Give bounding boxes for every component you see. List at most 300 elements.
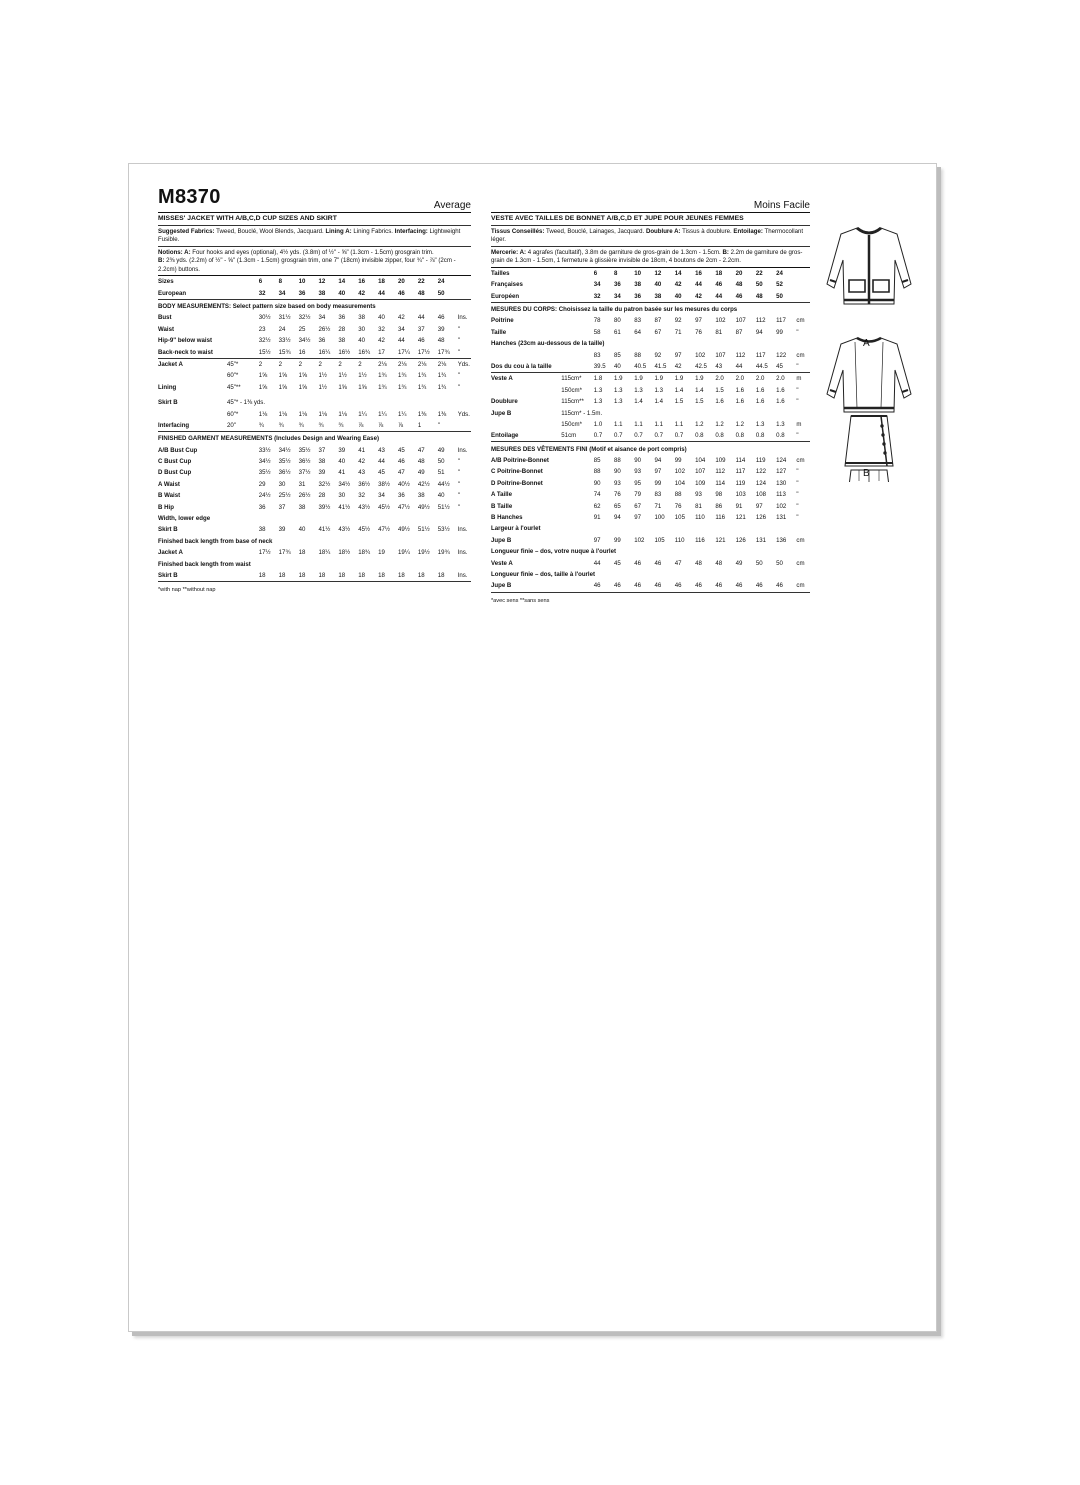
table-cell: 49½ xyxy=(398,526,410,534)
table-cell: " xyxy=(796,432,799,440)
table-cell: 76 xyxy=(695,328,702,336)
table-cell: 90 xyxy=(634,457,642,465)
table-cell: 122 xyxy=(776,351,787,359)
table-cell: 1⅝ xyxy=(298,372,308,380)
table-cell: 43½ xyxy=(338,526,351,534)
table-cell: 18 xyxy=(338,571,346,579)
table-cell: 35½ xyxy=(298,446,311,454)
table-cell: 1.6 xyxy=(776,398,785,406)
table-cell: 36 xyxy=(634,292,642,300)
table-cell: 8 xyxy=(614,269,618,277)
table-cell: 1.3 xyxy=(654,386,664,394)
table-row xyxy=(158,456,471,467)
notions-paragraph xyxy=(158,246,471,275)
table-cell: 16¼ xyxy=(318,348,331,356)
table-row xyxy=(158,536,471,547)
table-cell: 67 xyxy=(634,502,642,510)
table-cell: 91 xyxy=(593,514,601,522)
table-cell: 46 xyxy=(654,559,662,567)
table-row xyxy=(158,382,471,393)
row-label: B Hip xyxy=(158,503,174,511)
table-cell: Ins. xyxy=(457,446,468,454)
table-cell xyxy=(227,276,259,287)
table-cell: 18 xyxy=(437,571,445,579)
table-cell: 46 xyxy=(398,289,405,297)
table-cell: 1.1 xyxy=(614,420,623,428)
lining-text: Lining Fabrics. xyxy=(351,228,395,235)
table-cell: 25 xyxy=(298,325,306,333)
table-cell: Ins. xyxy=(457,526,468,534)
table-cell: 18 xyxy=(278,571,286,579)
table-cell: 79 xyxy=(634,491,642,499)
table-cell: 40 xyxy=(614,362,621,370)
table-cell: 102 xyxy=(776,502,787,510)
pattern-title: VESTE AVEC TAILLES DE BONNET A/B,C,D ET JUPE POUR JEUNES FEMMES xyxy=(491,212,810,225)
table-cell: m xyxy=(796,420,802,428)
table-cell: 41 xyxy=(338,469,346,477)
table-cell: 1.1 xyxy=(634,420,643,428)
pattern-envelope-back xyxy=(128,163,937,1332)
table-cell: 38 xyxy=(634,281,642,289)
fabrics-label: Suggested Fabrics: xyxy=(158,228,215,235)
table-cell: " xyxy=(796,362,799,370)
table-cell: ¾ xyxy=(298,421,304,429)
table-row xyxy=(491,407,810,418)
table-cell: 18¾ xyxy=(358,549,371,557)
table-cell: 10 xyxy=(298,278,306,286)
table-cell xyxy=(438,397,458,408)
header xyxy=(158,164,471,212)
table-row xyxy=(491,315,810,326)
table-cell: 50 xyxy=(776,292,783,300)
table-cell xyxy=(614,407,634,418)
table-cell: 46 xyxy=(715,582,723,590)
table-cell: 47½ xyxy=(378,526,390,534)
table-cell xyxy=(279,397,299,408)
table-cell: 12 xyxy=(654,269,662,277)
table-cell: Ins. xyxy=(457,571,468,579)
table-cell: 16 xyxy=(358,278,366,286)
pattern-title: MISSES' JACKET WITH A/B,C,D CUP SIZES AND SKIRT xyxy=(158,212,471,225)
table-cell: 2⅛ xyxy=(398,360,407,368)
table-cell: 48 xyxy=(735,281,743,289)
table-cell xyxy=(561,500,593,511)
table-cell: 1.3 xyxy=(776,420,785,428)
table-cell: 46 xyxy=(634,582,642,590)
table-row xyxy=(158,370,471,381)
table-cell: 0.8 xyxy=(695,432,704,440)
table-row xyxy=(491,523,810,534)
table-cell: 40½ xyxy=(398,480,410,488)
jacket-and-skirt-illustrations xyxy=(821,222,917,482)
row-label: Lining xyxy=(158,383,177,391)
table-cell: 88 xyxy=(634,351,642,359)
table-cell: " xyxy=(457,383,460,391)
table-cell: 1.6 xyxy=(776,386,785,394)
table-cell: 29 xyxy=(258,480,266,488)
table-cell: 34½ xyxy=(278,446,291,454)
table-cell: 74 xyxy=(593,491,601,499)
table-row xyxy=(491,361,810,372)
table-cell: 1⅜ xyxy=(437,410,447,418)
table-cell: 104 xyxy=(695,457,706,465)
row-label: Françaises xyxy=(491,281,523,289)
table-cell: 1.2 xyxy=(695,420,704,428)
table-cell: 1.2 xyxy=(715,420,724,428)
table-cell: 98 xyxy=(715,491,723,499)
table-cell: 44.5 xyxy=(755,362,768,370)
table-cell: " xyxy=(437,421,440,429)
table-row xyxy=(158,513,471,524)
table-cell: 36 xyxy=(614,281,621,289)
table-row xyxy=(491,569,810,580)
table-cell: 1⅛ xyxy=(318,410,327,418)
row-label: Jupe B xyxy=(491,582,512,590)
table-cell: 97 xyxy=(695,317,702,325)
table-cell: 17¾ xyxy=(278,549,291,557)
table-cell: 49 xyxy=(437,446,445,454)
row-label: Jacket A xyxy=(158,549,183,557)
notions-b-label: B: xyxy=(722,248,729,256)
table-cell: 2 xyxy=(358,360,362,368)
table-cell: 62 xyxy=(593,502,601,510)
view-a-label: A xyxy=(863,338,870,349)
table-cell: 37 xyxy=(417,325,425,333)
table-cell: 20 xyxy=(735,269,743,277)
table-cell: 24 xyxy=(776,269,783,277)
table-cell: 1½ xyxy=(318,383,327,391)
table-cell: cm xyxy=(796,317,805,325)
table-cell: 16½ xyxy=(338,348,351,356)
header xyxy=(491,164,810,212)
table-cell: 119 xyxy=(755,457,766,465)
table-cell: 20 xyxy=(398,278,405,286)
table-cell: 0.8 xyxy=(776,432,785,440)
row-label xyxy=(491,419,561,430)
table-cell: 16 xyxy=(298,348,306,356)
table-cell: 38 xyxy=(417,492,425,500)
table-cell: 1.3 xyxy=(593,386,603,394)
table-cell xyxy=(338,397,358,408)
table-cell: 88 xyxy=(674,491,682,499)
row-label: Width, lower edge xyxy=(158,515,211,523)
table-cell: 1⅝ xyxy=(278,372,288,380)
row-label: Jupe B xyxy=(491,409,512,417)
table-cell: 81 xyxy=(715,328,723,336)
table-cell xyxy=(561,580,593,591)
table-cell: 17 xyxy=(378,348,385,356)
table-cell xyxy=(227,570,259,581)
table-cell: 1⅝ xyxy=(258,372,268,380)
table-cell: 90 xyxy=(593,479,601,487)
table-row xyxy=(158,312,471,323)
table-cell: 99 xyxy=(614,536,621,544)
table-row xyxy=(491,557,810,568)
table-cell: Yds. xyxy=(457,360,470,368)
table-cell: 41½ xyxy=(318,526,331,534)
table-cell: 46 xyxy=(634,559,642,567)
table-cell: 34 xyxy=(378,492,385,500)
table-cell: 46 xyxy=(735,582,743,590)
table-cell: 17½ xyxy=(258,549,271,557)
table-cell xyxy=(796,407,810,418)
table-cell: 80 xyxy=(614,317,621,325)
table-cell: 1.2 xyxy=(735,420,745,428)
table-row xyxy=(491,279,810,290)
row-label: Finished back length from base of neck xyxy=(158,537,273,545)
table-cell: 2.0 xyxy=(776,375,785,383)
table-cell: 46 xyxy=(398,458,405,466)
table-cell: 40 xyxy=(338,458,346,466)
table-row xyxy=(491,430,810,441)
table-cell: 18 xyxy=(298,571,306,579)
table-cell: " xyxy=(796,491,799,499)
table-cell: 0.7 xyxy=(674,432,684,440)
table-cell: 38 xyxy=(318,289,326,297)
table-cell: 107 xyxy=(715,351,726,359)
table-cell: " xyxy=(457,337,460,345)
table-cell: 94 xyxy=(755,328,763,336)
table-row xyxy=(491,419,810,430)
table-cell: 34½ xyxy=(258,458,271,466)
table-row xyxy=(158,570,471,581)
table-cell xyxy=(227,490,259,501)
row-label: D Poitrine-Bonnet xyxy=(491,479,543,487)
table-cell: 36 xyxy=(338,314,346,322)
nap-footnote: *avec sens **sans sens xyxy=(491,592,810,604)
table-cell: 71 xyxy=(674,328,682,336)
table-cell: 40 xyxy=(437,492,445,500)
table-cell: 46 xyxy=(674,582,682,590)
table-cell: 51½ xyxy=(417,526,430,534)
table-cell: 44 xyxy=(417,314,425,322)
table-cell xyxy=(695,407,715,418)
row-label: Longueur finie – dos, taille à l'ourlet xyxy=(491,570,596,578)
table-cell: 126 xyxy=(755,514,767,522)
body-measurements-table xyxy=(491,303,810,372)
table-cell: 38 xyxy=(338,337,346,345)
table-cell: 0.7 xyxy=(634,432,643,440)
table-cell: 41.5 xyxy=(654,362,667,370)
notions-a-text: Four hooks and eyes (optional), 4½ yds. (3.8m) of ½" - ⅝" (1.3cm - 1.5cm) grosgrain trim. xyxy=(190,248,434,256)
table-cell: 116 xyxy=(695,536,705,544)
table-cell: 32 xyxy=(258,289,266,297)
table-cell: 34 xyxy=(614,292,621,300)
table-cell: 83 xyxy=(634,317,642,325)
table-cell: 78 xyxy=(593,317,601,325)
table-cell: 23 xyxy=(258,325,266,333)
table-row xyxy=(158,346,471,357)
table-cell: 42 xyxy=(674,281,682,289)
table-cell: 110 xyxy=(674,536,685,544)
table-cell: 31½ xyxy=(278,314,291,322)
table-cell: 99 xyxy=(674,457,682,465)
table-cell: 30½ xyxy=(258,314,271,322)
table-cell: " xyxy=(457,503,460,511)
lining-label: Lining A: xyxy=(325,228,352,235)
table-cell: 38 xyxy=(318,458,326,466)
english-column xyxy=(158,164,471,593)
table-row xyxy=(158,397,471,408)
table-cell: 45"* xyxy=(226,360,239,368)
section-heading: MESURES DU CORPS: Choisissez la taille du patron basée sur les mesures du corps xyxy=(491,305,738,313)
table-cell: 105 xyxy=(674,514,685,522)
table-cell: ⅞ xyxy=(378,421,384,429)
table-cell: 32 xyxy=(593,292,601,300)
table-cell: 1.9 xyxy=(695,375,704,383)
table-cell: 32 xyxy=(378,325,385,333)
table-cell: Ins. xyxy=(457,549,468,557)
table-cell: 1.1 xyxy=(674,420,684,428)
table-cell xyxy=(227,312,259,323)
table-row xyxy=(491,580,810,591)
row-label: Poitrine xyxy=(491,317,514,325)
table-cell: 115cm* xyxy=(561,375,582,383)
table-cell: 39 xyxy=(278,526,286,534)
table-cell: 83 xyxy=(654,491,662,499)
table-cell: 1⅜ xyxy=(417,410,427,418)
table-cell: 85 xyxy=(614,351,621,359)
table-cell xyxy=(561,466,593,477)
table-cell xyxy=(715,407,735,418)
table-cell xyxy=(299,397,319,408)
section-heading: MESURES DES VÊTEMENTS FINI (Motif et aisance de port compris) xyxy=(491,445,687,453)
pattern-code: M8370 xyxy=(158,186,221,208)
table-cell: 150cm* xyxy=(561,420,582,428)
table-cell: 2.0 xyxy=(735,375,745,383)
table-cell: cm xyxy=(796,351,805,359)
table-cell: 18½ xyxy=(338,549,351,557)
table-cell: 12 xyxy=(318,278,326,286)
table-cell: 42 xyxy=(358,289,366,297)
table-cell: 112 xyxy=(755,317,766,325)
table-cell: 76 xyxy=(674,502,682,510)
table-cell: 18 xyxy=(258,571,266,579)
table-row xyxy=(158,276,471,287)
table-cell: " xyxy=(457,492,460,500)
table-cell: 104 xyxy=(674,479,685,487)
table-cell: 150cm* xyxy=(561,386,582,394)
table-cell: 48 xyxy=(755,292,763,300)
difficulty-level: Moins Facile xyxy=(753,200,810,211)
table-cell: 1¾ xyxy=(398,383,407,391)
table-cell: 1⅛ xyxy=(298,410,308,418)
table-cell: 2⅛ xyxy=(417,360,427,368)
table-cell: 46 xyxy=(593,582,601,590)
table-cell xyxy=(227,335,259,346)
table-cell: 26½ xyxy=(318,325,331,333)
table-cell: 99 xyxy=(654,479,662,487)
table-cell: 22 xyxy=(417,278,425,286)
table-cell: 127 xyxy=(776,468,787,476)
table-cell: 1.9 xyxy=(674,375,684,383)
table-cell: 1.4 xyxy=(674,386,684,394)
table-cell: 1¼ xyxy=(398,410,407,418)
table-cell: " xyxy=(457,480,460,488)
table-cell: 47 xyxy=(417,446,425,454)
table-cell: 2⅛ xyxy=(378,360,387,368)
table-cell: 92 xyxy=(654,351,662,359)
table-cell: 93 xyxy=(695,491,702,499)
table-cell: 34½ xyxy=(338,480,351,488)
table-cell: 124 xyxy=(776,457,787,465)
table-row xyxy=(158,501,471,512)
lining-label: Doublure A: xyxy=(645,228,681,235)
table-cell: 40 xyxy=(674,292,682,300)
table-cell: 18¼ xyxy=(318,549,331,557)
row-label: Largeur à l'ourlet xyxy=(491,525,541,533)
table-cell: 26½ xyxy=(298,492,311,500)
table-cell: cm xyxy=(796,457,805,465)
table-cell: 2 xyxy=(338,360,342,368)
table-cell: 46 xyxy=(715,281,723,289)
table-cell: 1⅝ xyxy=(338,383,347,391)
table-row xyxy=(158,408,471,419)
table-cell: 94 xyxy=(654,457,662,465)
table-cell: 1¾ xyxy=(437,372,447,380)
table-cell: 0.8 xyxy=(735,432,745,440)
table-cell: 0.8 xyxy=(715,432,724,440)
row-label: European xyxy=(158,289,187,297)
table-cell: 1¾ xyxy=(417,372,427,380)
table-row xyxy=(158,445,471,456)
table-cell: 61 xyxy=(614,328,621,336)
table-cell xyxy=(675,407,695,418)
table-cell: 0.7 xyxy=(654,432,664,440)
table-cell: 113 xyxy=(776,491,786,499)
table-cell: " xyxy=(796,386,799,394)
table-cell: 45 xyxy=(776,362,783,370)
row-label: Doublure xyxy=(491,398,518,406)
table-cell: 28 xyxy=(338,325,346,333)
finished-measurements-table xyxy=(491,442,810,591)
table-cell: 47 xyxy=(674,559,682,567)
table-cell: 93 xyxy=(614,479,621,487)
row-label: Jupe B xyxy=(491,536,512,544)
table-cell: 112 xyxy=(715,468,726,476)
table-cell: 1⅛ xyxy=(258,410,268,418)
table-cell xyxy=(227,324,259,335)
row-label: A Waist xyxy=(158,480,180,488)
table-cell: 46 xyxy=(735,292,743,300)
table-cell: 107 xyxy=(735,317,746,325)
table-cell: 126 xyxy=(735,536,746,544)
table-cell: 102 xyxy=(695,351,706,359)
table-cell: " xyxy=(457,372,460,380)
table-cell xyxy=(796,279,810,290)
table-cell: 41½ xyxy=(338,503,351,511)
table-row xyxy=(158,359,471,370)
table-cell: 46 xyxy=(776,582,783,590)
table-row xyxy=(158,287,471,298)
table-cell: ¾ xyxy=(278,421,284,429)
table-cell: 47½ xyxy=(398,503,410,511)
table-cell: 42 xyxy=(358,458,366,466)
row-label: Entoilage xyxy=(491,432,519,440)
table-cell: 1.3 xyxy=(634,386,643,394)
table-cell: 97 xyxy=(674,351,682,359)
table-cell: 19 xyxy=(378,549,385,557)
row-label: B Taille xyxy=(491,502,513,510)
table-cell xyxy=(227,501,259,512)
row-label xyxy=(491,349,561,360)
table-cell: 46 xyxy=(417,337,425,345)
table-cell: 38½ xyxy=(378,480,390,488)
table-cell: 2 xyxy=(298,360,302,368)
table-cell: 35½ xyxy=(258,469,271,477)
row-label: Back-neck to waist xyxy=(158,348,213,356)
table-cell: 90 xyxy=(614,468,621,476)
